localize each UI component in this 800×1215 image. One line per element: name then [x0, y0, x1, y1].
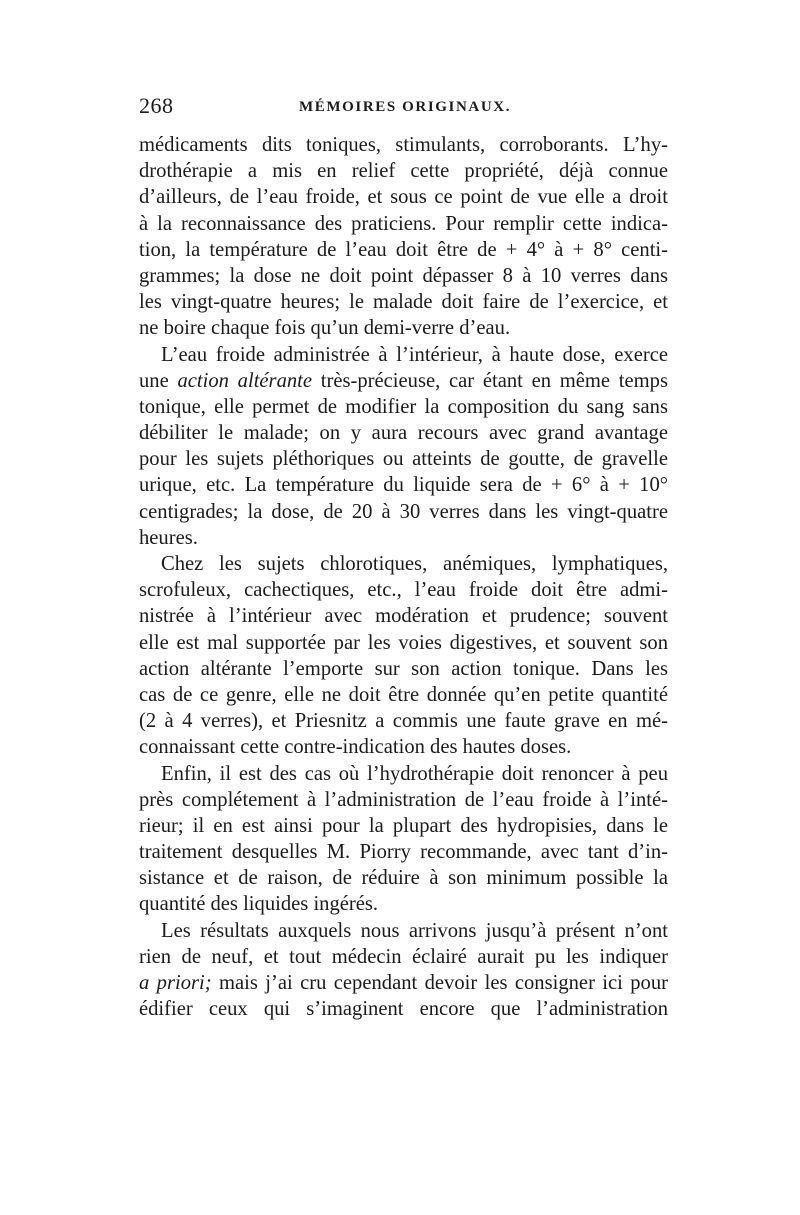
text-line-10-italic: action altérante: [177, 369, 313, 392]
text-line-7: les vingt-quatre heures; le malade doit faire de l’exercice, et: [139, 291, 668, 314]
text-line-9: L’eau froide administrée à l’intérieur, à haute dose, exerce: [161, 343, 668, 366]
text-line-4: à la reconnaissance des praticiens. Pour remplir cette indica-: [139, 212, 668, 235]
text-line-13: pour les sujets pléthoriques ou atteints de goutte, de gravelle: [139, 448, 668, 471]
text-line-10: [139, 368, 668, 394]
text-line-19: nistrée à l’intérieur avec modération et prudence; souvent: [139, 605, 668, 628]
text-line-5: tion, la température de l’eau doit être de + 4° à + 8° centi-: [139, 238, 668, 261]
text-line-29: sistance et de raison, de réduire à son minimum possible la: [139, 867, 668, 890]
page-number: 268: [139, 93, 174, 118]
running-title: MÉMOIRES ORIGINAUX.: [299, 99, 512, 115]
text-line-12: débiliter le malade; on y aura recours avec grand avantage: [139, 422, 668, 445]
text-line-33-rest: mais j’ai cru cependant devoir les consigner ici pour: [219, 972, 669, 994]
text-line-16: heures.: [139, 526, 198, 549]
text-line-10-rest: très-précieuse, car étant en même temps: [320, 369, 668, 392]
text-line-20: elle est mal supportée par les voies digestives, et souvent son: [139, 631, 668, 654]
body-text: [139, 132, 668, 1022]
text-line-32: rien de neuf, et tout médecin éclairé aurait pu les indiquer: [139, 945, 668, 968]
text-line-28: traitement desquelles M. Piorry recommande, avec tant d’in-: [139, 841, 668, 864]
text-line-8: ne boire chaque fois qu’un demi-verre d’eau.: [139, 317, 511, 340]
text-line-26: près complétement à l’administration de l’eau froide à l’inté-: [139, 788, 668, 811]
text-line-25: Enfin, il est des cas où l’hydrothérapie doit renoncer à peu: [161, 762, 668, 785]
text-line-22: cas de ce genre, elle ne doit être donnée qu’en petite quantité: [139, 683, 668, 706]
text-line-33: [139, 970, 668, 996]
text-line-21: action altérante l’emporte sur son action tonique. Dans les: [139, 657, 668, 680]
text-line-17: Chez les sujets chlorotiques, anémiques, lymphatiques,: [161, 553, 668, 575]
text-line-11: tonique, elle permet de modifier la composition du sang sans: [139, 395, 668, 418]
text-line-24: connaissant cette contre-indication des hautes doses.: [139, 736, 572, 759]
text-line-15: centigrades; la dose, de 20 à 30 verres dans les vingt-quatre: [139, 500, 668, 523]
text-line-10-prefix: une: [139, 369, 178, 392]
page-header: [139, 92, 669, 122]
text-line-6: grammes; la dose ne doit point dépasser 8 à 10 verres dans: [139, 264, 668, 287]
text-line-3: d’ailleurs, de l’eau froide, et sous ce point de vue elle a droit: [139, 186, 668, 209]
text-line-30: quantité des liquides ingérés.: [139, 893, 379, 916]
text-line-33-italic: a priori;: [139, 972, 212, 994]
text-line-14: urique, etc. La température du liquide sera de + 6° à + 10°: [139, 474, 668, 497]
text-line-2: drothérapie a mis en relief cette propriété, déjà connue: [139, 160, 668, 183]
text-line-23: (2 à 4 verres), et Priesnitz a commis une faute grave en mé-: [139, 710, 668, 733]
text-line-1: médicaments dits toniques, stimulants, corroborants. L’hy-: [139, 134, 668, 156]
text-line-34: édifier ceux qui s’imaginent encore que l’administration: [139, 998, 668, 1021]
text-line-27: rieur; il en est ainsi pour la plupart des hydropisies, dans le: [139, 814, 668, 837]
text-line-18: scrofuleux, cachectiques, etc., l’eau froide doit être admi-: [139, 579, 668, 602]
text-line-31: Les résultats auxquels nous arrivons jusqu’à présent n’ont: [161, 919, 668, 942]
